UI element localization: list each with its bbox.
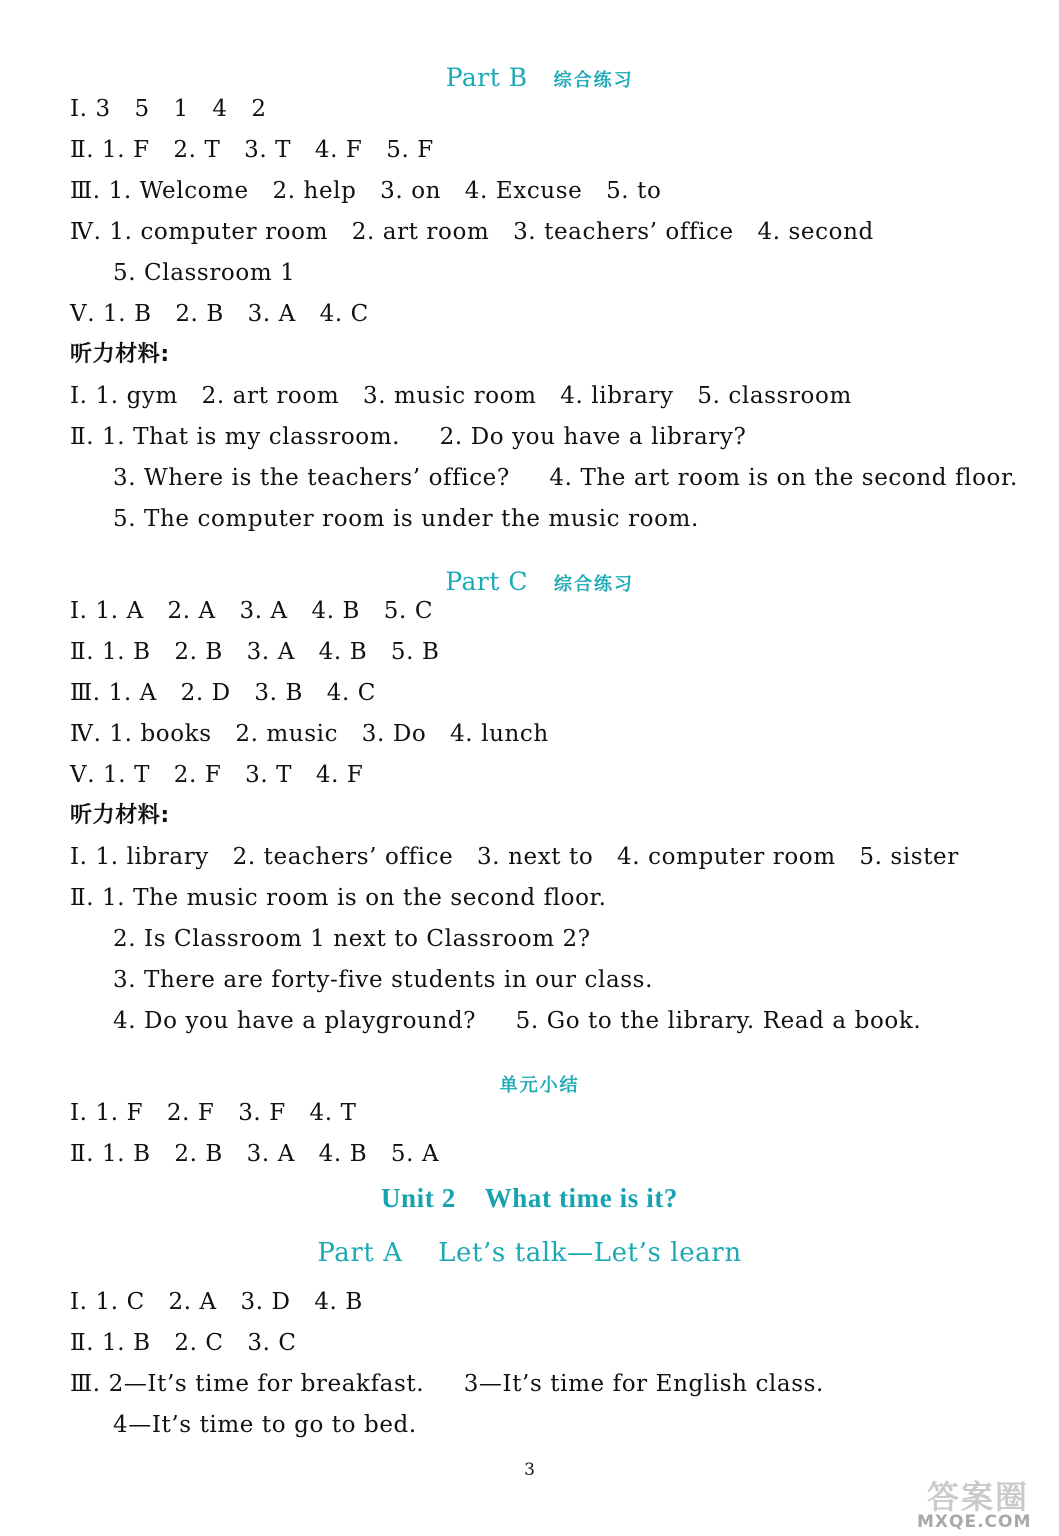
part-c-heading-en: Part C: [445, 567, 529, 596]
answer-line: Ⅰ. 1. A 2. A 3. A 4. B 5. C: [70, 598, 434, 624]
listening-line-continuation: 4. Do you have a playground? 5. Go to the library. Read a book.: [113, 1008, 922, 1034]
listening-material-label: 听力材料:: [70, 803, 170, 828]
listening-line: Ⅱ. 1. That is my classroom. 2. Do you have a library?: [70, 424, 747, 450]
listening-material-label: 听力材料:: [70, 342, 170, 367]
unit-summary-heading-zh: 单元小结: [499, 1075, 580, 1096]
listening-line-continuation: 3. There are forty-five students in our class.: [113, 967, 653, 993]
listening-line-continuation: 5. The computer room is under the music room.: [113, 506, 699, 532]
listening-line-continuation: 2. Is Classroom 1 next to Classroom 2?: [113, 926, 591, 952]
unit-2-part-a-heading: Part A Let’s talk—Let’s learn: [317, 1238, 742, 1268]
answer-line: Ⅲ. 1. Welcome 2. help 3. on 4. Excuse 5. to: [70, 178, 662, 204]
site-watermark: [915, 1478, 1051, 1532]
answer-line: Ⅱ. 1. B 2. B 3. A 4. B 5. B: [70, 639, 440, 665]
answer-line: Ⅲ. 1. A 2. D 3. B 4. C: [70, 680, 376, 706]
answer-line: Ⅴ. 1. B 2. B 3. A 4. C: [70, 301, 369, 327]
answer-line: Ⅲ. 2—It’s time for breakfast. 3—It’s time for English class.: [70, 1371, 824, 1397]
part-b-heading-zh: 综合练习: [553, 70, 634, 91]
answer-line: Ⅰ. 1. F 2. F 3. F 4. T: [70, 1100, 357, 1126]
answer-line: Ⅱ. 1. F 2. T 3. T 4. F 5. F: [70, 137, 434, 163]
answer-line: Ⅰ. 1. C 2. A 3. D 4. B: [70, 1289, 363, 1315]
unit-2-title: Unit 2 What time is it?: [380, 1183, 679, 1213]
answer-line: Ⅱ. 1. B 2. C 3. C: [70, 1330, 297, 1356]
listening-line: Ⅰ. 1. library 2. teachers’ office 3. next to 4. computer room 5. sister: [70, 844, 959, 870]
part-c-heading-zh: 综合练习: [554, 574, 635, 595]
listening-line: Ⅱ. 1. The music room is on the second floor.: [70, 885, 607, 911]
answer-line-continuation: 4—It’s time to go to bed.: [113, 1412, 417, 1438]
answer-line: Ⅰ. 3 5 1 4 2: [70, 96, 267, 122]
answer-line-continuation: 5. Classroom 1: [113, 260, 296, 286]
part-b-heading-en: Part B: [445, 63, 528, 92]
page-number: 3: [524, 1460, 535, 1480]
answer-line: Ⅳ. 1. books 2. music 3. Do 4. lunch: [70, 721, 549, 747]
answer-line: Ⅳ. 1. computer room 2. art room 3. teachers’ office 4. second: [70, 219, 874, 245]
listening-line-continuation: 3. Where is the teachers’ office? 4. The art room is on the second floor.: [113, 465, 1018, 491]
watermark-logo-text: 答案圈: [927, 1478, 1030, 1516]
answer-line: Ⅴ. 1. T 2. F 3. T 4. F: [70, 762, 364, 788]
answer-line: Ⅱ. 1. B 2. B 3. A 4. B 5. A: [70, 1141, 440, 1167]
watermark-domain: MXQE.COM: [917, 1512, 1032, 1532]
listening-line: Ⅰ. 1. gym 2. art room 3. music room 4. library 5. classroom: [70, 383, 852, 409]
